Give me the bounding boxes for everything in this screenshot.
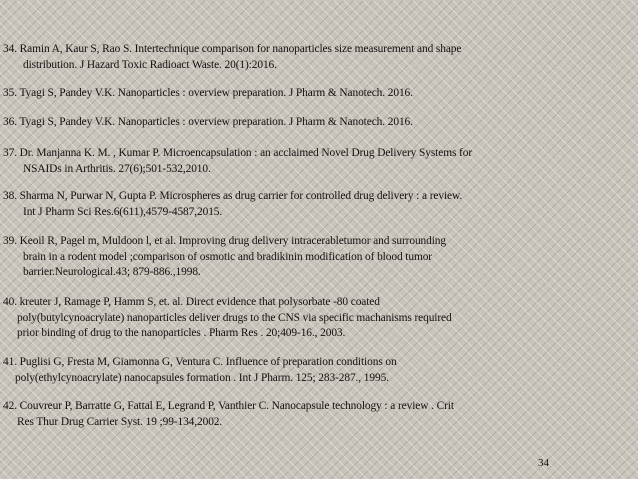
reference-line: poly(ethylcynoacrylate) nanocapsules formation . Int J Pharm. 125; 283-287., 1995. (15, 371, 389, 384)
reference-line: 35. Tyagi S, Pandey V.K. Nanoparticles : overview preparation. J Pharm & Nanotech. 2016. (3, 87, 413, 99)
reference-line: NSAIDs in Arthritis. 27(6);501-532,2010. (23, 162, 211, 175)
reference-item (3, 86, 623, 102)
reference-item (3, 355, 623, 386)
reference-line: barrier.Neurological.43; 879-886.,1998. (23, 266, 201, 278)
reference-item (3, 399, 623, 430)
reference-line: Res Thur Drug Carrier Syst. 19 ;99-134,2002. (17, 415, 223, 428)
reference-item (3, 189, 623, 220)
reference-line: 42. Couvreur P, Barratte G, Fattal E, Legrand P, Vanthier C. Nanocapsule technology : a review . Crit (3, 400, 454, 412)
reference-line: 41. Puglisi G, Fresta M, Giamonna G, Ventura C. Influence of preparation conditions on (3, 356, 397, 368)
reference-line: prior binding of drug to the nanoparticles . Pharm Res . 20;409-16., 2003. (17, 327, 346, 339)
reference-item (3, 146, 623, 177)
reference-line: 40. kreuter J, Ramage P, Hamm S, et. al. Direct evidence that polysorbate -80 coated (3, 296, 380, 308)
reference-line: distribution. J Hazard Toxic Radioact Waste. 20(1):2016. (23, 58, 277, 71)
reference-line: poly(butylcynoacrylate) nanoparticles deliver drugs to the CNS via specific machanisms required (17, 311, 452, 324)
reference-line: 36. Tyagi S, Pandey V.K. Nanoparticles : overview preparation. J Pharm & Nanotech. 2016. (3, 116, 413, 128)
reference-line: 37. Dr. Manjanna K. M. , Kumar P. Microencapsulation : an acclaimed Novel Drug Delivery Systems for (3, 147, 473, 159)
reference-line: 39. Keoil R, Pagel m, Muldoon l, et al. Improving drug delivery intracerabletumor and surrounding (3, 235, 446, 247)
reference-item (3, 42, 623, 73)
page-number: 34 (538, 457, 549, 469)
reference-line: 38. Sharma N, Purwar N, Gupta P. Microspheres as drug carrier for controlled drug delivery : a review. (3, 190, 463, 202)
reference-item (3, 234, 623, 281)
reference-item (3, 115, 623, 131)
reference-line: Int J Pharm Sci Res.6(611),4579-4587,2015. (23, 205, 223, 218)
reference-item (3, 295, 623, 342)
reference-line: brain in a rodent model ;comparison of osmotic and bradikinin modification of blood tumor (23, 250, 432, 263)
reference-line: 34. Ramin A, Kaur S, Rao S. Intertechnique comparison for nanoparticles size measurement and shape (3, 43, 462, 55)
